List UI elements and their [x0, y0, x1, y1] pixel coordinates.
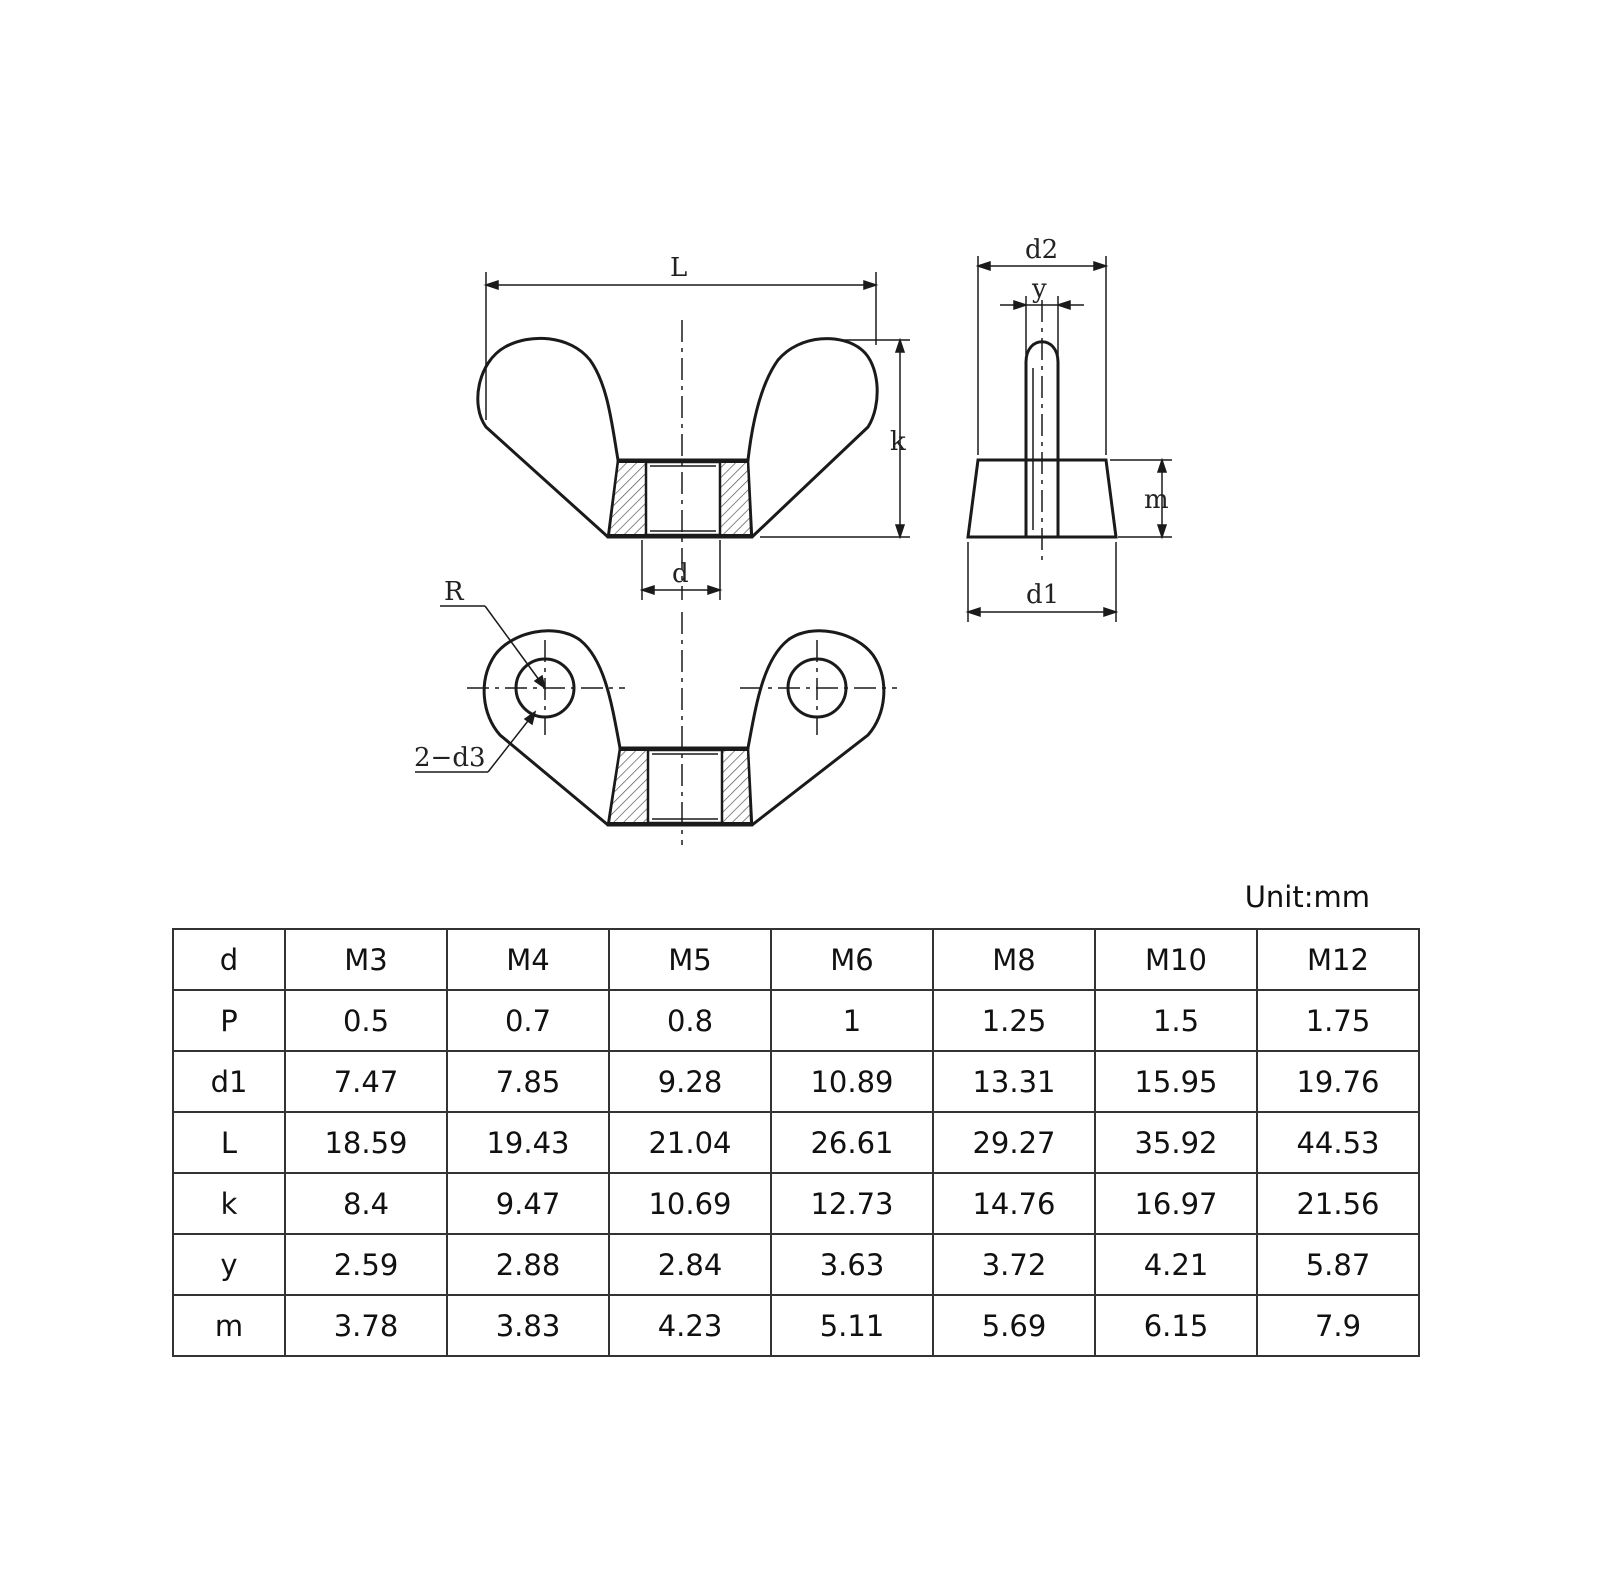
table-cell: 19.76 [1257, 1051, 1419, 1112]
table-cell: 35.92 [1095, 1112, 1257, 1173]
row-header: k [173, 1173, 285, 1234]
table-cell: 8.4 [285, 1173, 447, 1234]
table-row-d [173, 929, 1419, 990]
spec-table [172, 928, 1420, 1357]
table-cell: 9.28 [609, 1051, 771, 1112]
table-cell: 29.27 [933, 1112, 1095, 1173]
label-k: k [890, 427, 906, 457]
top-view [467, 612, 897, 845]
table-cell: 5.11 [771, 1295, 933, 1356]
table-cell: 0.8 [609, 990, 771, 1051]
table-cell: M6 [771, 929, 933, 990]
table-cell: 5.87 [1257, 1234, 1419, 1295]
label-y: y [1032, 274, 1047, 304]
top-view-hatch-left [609, 750, 648, 823]
table-cell: 1.75 [1257, 990, 1419, 1051]
table-cell: 3.78 [285, 1295, 447, 1356]
table-cell: M8 [933, 929, 1095, 990]
front-view-hatch-right [720, 462, 751, 535]
label-R: R [444, 577, 464, 607]
label-d: d [672, 559, 689, 589]
front-view-bore [646, 462, 720, 535]
label-2-d3: 2−d3 [414, 743, 486, 773]
table-cell: 0.7 [447, 990, 609, 1051]
table-cell: 16.97 [1095, 1173, 1257, 1234]
table-row-k [173, 1173, 1419, 1234]
row-header: d1 [173, 1051, 285, 1112]
unit-label: Unit:mm [1244, 880, 1370, 914]
front-view-hatch-left [609, 462, 646, 535]
top-view-hatch-right [722, 750, 751, 823]
table-cell: 15.95 [1095, 1051, 1257, 1112]
table-cell: 4.23 [609, 1295, 771, 1356]
table-cell: 3.72 [933, 1234, 1095, 1295]
table-cell: 0.5 [285, 990, 447, 1051]
table-cell: 44.53 [1257, 1112, 1419, 1173]
table-cell: 2.59 [285, 1234, 447, 1295]
table-cell: 21.56 [1257, 1173, 1419, 1234]
table-cell: 13.31 [933, 1051, 1095, 1112]
table-cell: 9.47 [447, 1173, 609, 1234]
dim-L [486, 272, 876, 420]
row-header: L [173, 1112, 285, 1173]
table-cell: 7.9 [1257, 1295, 1419, 1356]
table-cell: 19.43 [447, 1112, 609, 1173]
table-row-y [173, 1234, 1419, 1295]
table-row-m [173, 1295, 1419, 1356]
table-cell: 2.84 [609, 1234, 771, 1295]
table-row-P [173, 990, 1419, 1051]
table-cell: 10.89 [771, 1051, 933, 1112]
table-cell: 1.5 [1095, 990, 1257, 1051]
table-cell: 3.63 [771, 1234, 933, 1295]
row-header: P [173, 990, 285, 1051]
table-row-L [173, 1112, 1419, 1173]
table-cell: 18.59 [285, 1112, 447, 1173]
table-cell: M12 [1257, 929, 1419, 990]
row-header: m [173, 1295, 285, 1356]
front-view-outline [478, 338, 877, 537]
table-cell: 21.04 [609, 1112, 771, 1173]
label-d1: d1 [1026, 580, 1060, 610]
table-cell: M10 [1095, 929, 1257, 990]
table-cell: 4.21 [1095, 1234, 1257, 1295]
table-cell: 12.73 [771, 1173, 933, 1234]
table-cell: 2.88 [447, 1234, 609, 1295]
table-cell: 7.85 [447, 1051, 609, 1112]
side-view [968, 300, 1116, 560]
table-cell: 1.25 [933, 990, 1095, 1051]
table-row-d1 [173, 1051, 1419, 1112]
table-cell: 6.15 [1095, 1295, 1257, 1356]
table-cell: 5.69 [933, 1295, 1095, 1356]
label-L: L [670, 253, 688, 283]
top-view-bore [648, 750, 722, 823]
front-view [478, 320, 877, 600]
row-header: d [173, 929, 285, 990]
table-cell: 10.69 [609, 1173, 771, 1234]
row-header: y [173, 1234, 285, 1295]
table-cell: 14.76 [933, 1173, 1095, 1234]
table-cell: 26.61 [771, 1112, 933, 1173]
table-cell: 7.47 [285, 1051, 447, 1112]
table-cell: M5 [609, 929, 771, 990]
table-cell: M4 [447, 929, 609, 990]
table-cell: M3 [285, 929, 447, 990]
leader-R [440, 606, 545, 688]
label-d2: d2 [1025, 235, 1059, 265]
table-cell: 3.83 [447, 1295, 609, 1356]
table-cell: 1 [771, 990, 933, 1051]
label-m: m [1144, 485, 1169, 515]
